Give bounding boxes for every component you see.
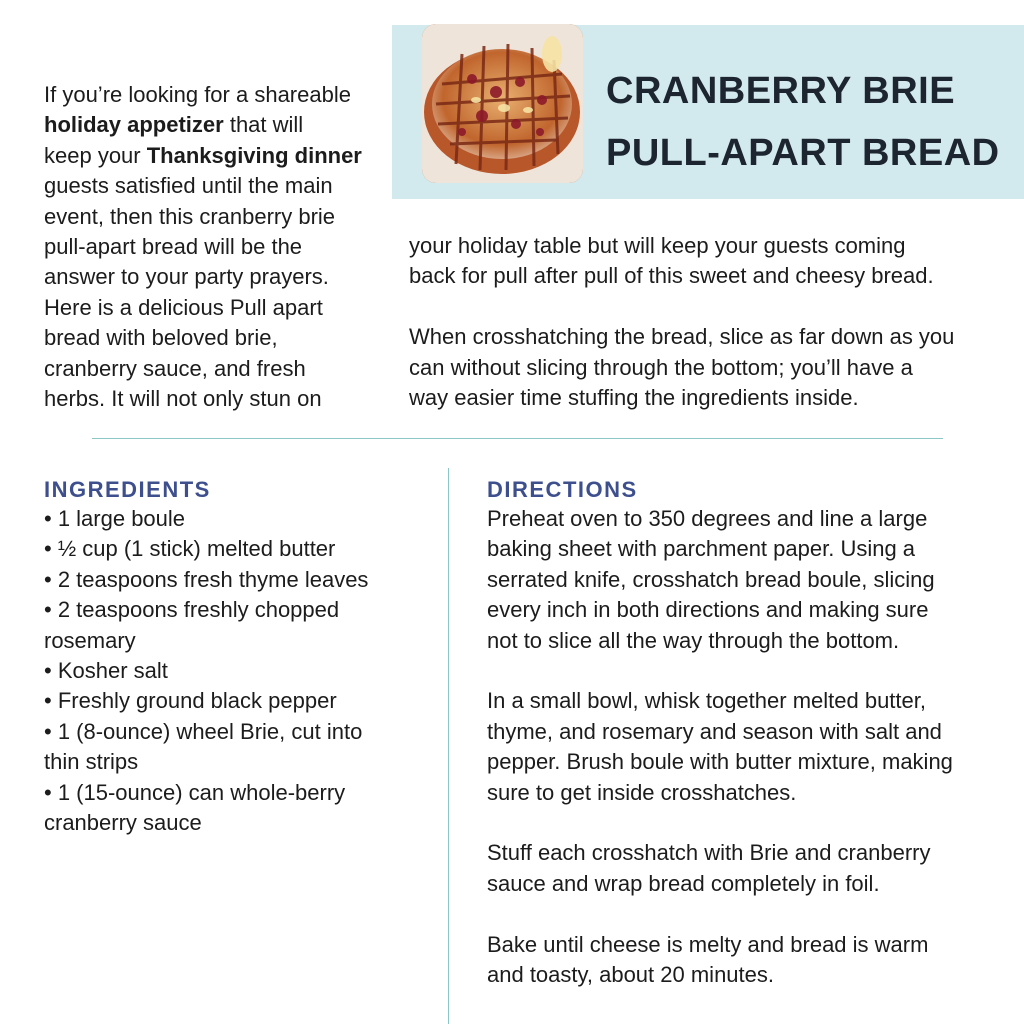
- direction-line: thyme, and rosemary and season with salt and: [487, 718, 942, 744]
- intro-text: cranberry sauce, and fresh: [44, 355, 306, 381]
- ingredients-heading: INGREDIENTS: [44, 477, 211, 502]
- direction-step: [487, 686, 1017, 808]
- intro-emphasis: Thanksgiving dinner: [146, 142, 362, 168]
- intro-line: your holiday table but will keep your guests coming: [409, 233, 906, 258]
- ingredient-line: • Kosher salt: [44, 658, 168, 684]
- direction-line: serrated knife, crosshatch bread boule, slicing: [487, 566, 935, 592]
- direction-step: [487, 930, 1017, 991]
- intro-line: way easier time stuffing the ingredients inside.: [409, 385, 859, 411]
- intro-text: Here is a delicious Pull apart: [44, 294, 323, 320]
- horizontal-divider: [92, 438, 943, 439]
- intro-line: [44, 232, 384, 262]
- ingredient-line: cranberry sauce: [44, 810, 202, 836]
- vertical-divider: [448, 468, 449, 1024]
- intro-line: [44, 141, 384, 171]
- intro-text: guests satisfied until the main: [44, 173, 333, 199]
- direction-line: pepper. Brush boule with butter mixture, making: [487, 749, 953, 775]
- intro-line: [44, 354, 384, 384]
- intro-text: herbs. It will not only stun on: [44, 386, 322, 412]
- ingredient-item: [44, 656, 439, 686]
- paragraph-gap: [487, 808, 1017, 838]
- intro-text: that will: [223, 112, 304, 138]
- intro-line: [44, 171, 384, 201]
- ingredient-line: rosemary: [44, 627, 136, 653]
- intro-line: [44, 293, 384, 323]
- ingredient-line: • 2 teaspoons freshly chopped: [44, 597, 340, 623]
- ingredient-line: thin strips: [44, 749, 139, 775]
- intro-line: When crosshatching the bread, slice as far down as you: [409, 324, 955, 350]
- direction-line: Stuff each crosshatch with Brie and cranberry: [487, 840, 931, 866]
- intro-text: answer to your party prayers.: [44, 264, 329, 290]
- intro-line: [44, 202, 384, 232]
- intro-text: bread with beloved brie,: [44, 325, 278, 351]
- ingredient-item: [44, 778, 439, 839]
- title-line: CRANBERRY BRIE: [606, 70, 956, 112]
- intro-line: [44, 80, 384, 110]
- direction-line: every inch in both directions and making sure: [487, 597, 929, 623]
- paragraph-gap: [487, 899, 1017, 929]
- intro-emphasis: holiday appetizer: [44, 112, 224, 138]
- intro-line: [44, 384, 384, 414]
- ingredient-line: • 1 (8-ounce) wheel Brie, cut into: [44, 718, 363, 744]
- direction-step: [487, 838, 1017, 899]
- intro-line: [44, 110, 384, 140]
- direction-line: sure to get inside crosshatches.: [487, 779, 797, 805]
- intro-text: keep your: [44, 142, 147, 168]
- ingredient-line: • 2 teaspoons fresh thyme leaves: [44, 566, 369, 592]
- page-title: [606, 60, 1016, 184]
- direction-line: Preheat oven to 350 degrees and line a large: [487, 506, 928, 531]
- directions-list: [487, 504, 1017, 990]
- direction-step: [487, 504, 1017, 656]
- intro-left-column: [44, 80, 384, 414]
- ingredient-item: [44, 565, 439, 595]
- direction-line: In a small bowl, whisk together melted butter,: [487, 688, 926, 714]
- ingredient-item: [44, 686, 439, 716]
- ingredient-item: [44, 504, 439, 534]
- intro-text: If you’re looking for a shareable: [44, 82, 351, 107]
- ingredient-item: [44, 595, 439, 656]
- intro-right-column: [409, 231, 1009, 413]
- intro-text: pull-apart bread will be the: [44, 234, 303, 260]
- ingredient-item: [44, 717, 439, 778]
- title-line: PULL-APART BREAD: [606, 132, 1000, 174]
- direction-line: baking sheet with parchment paper. Using a: [487, 536, 916, 562]
- direction-line: and toasty, about 20 minutes.: [487, 962, 774, 988]
- paragraph-gap: [487, 656, 1017, 686]
- directions-heading: DIRECTIONS: [487, 477, 638, 502]
- intro-line: [44, 323, 384, 353]
- direction-line: Bake until cheese is melty and bread is warm: [487, 931, 929, 957]
- ingredients-list: [44, 504, 439, 838]
- direction-line: not to slice all the way through the bottom.: [487, 627, 900, 653]
- ingredient-line: • 1 (15-ounce) can whole-berry: [44, 779, 346, 805]
- ingredient-line: • 1 large boule: [44, 506, 186, 531]
- ingredient-line: • Freshly ground black pepper: [44, 688, 337, 714]
- intro-line: back for pull after pull of this sweet and cheesy bread.: [409, 263, 934, 289]
- intro-line: [44, 262, 384, 292]
- direction-line: sauce and wrap bread completely in foil.: [487, 870, 880, 896]
- paragraph-gap: [409, 292, 1009, 322]
- ingredient-item: [44, 534, 439, 564]
- intro-line: can without slicing through the bottom; you’ll have a: [409, 354, 913, 380]
- ingredient-line: • ½ cup (1 stick) melted butter: [44, 536, 336, 562]
- pull-apart-bread-photo: [422, 24, 583, 183]
- intro-text: event, then this cranberry brie: [44, 203, 336, 229]
